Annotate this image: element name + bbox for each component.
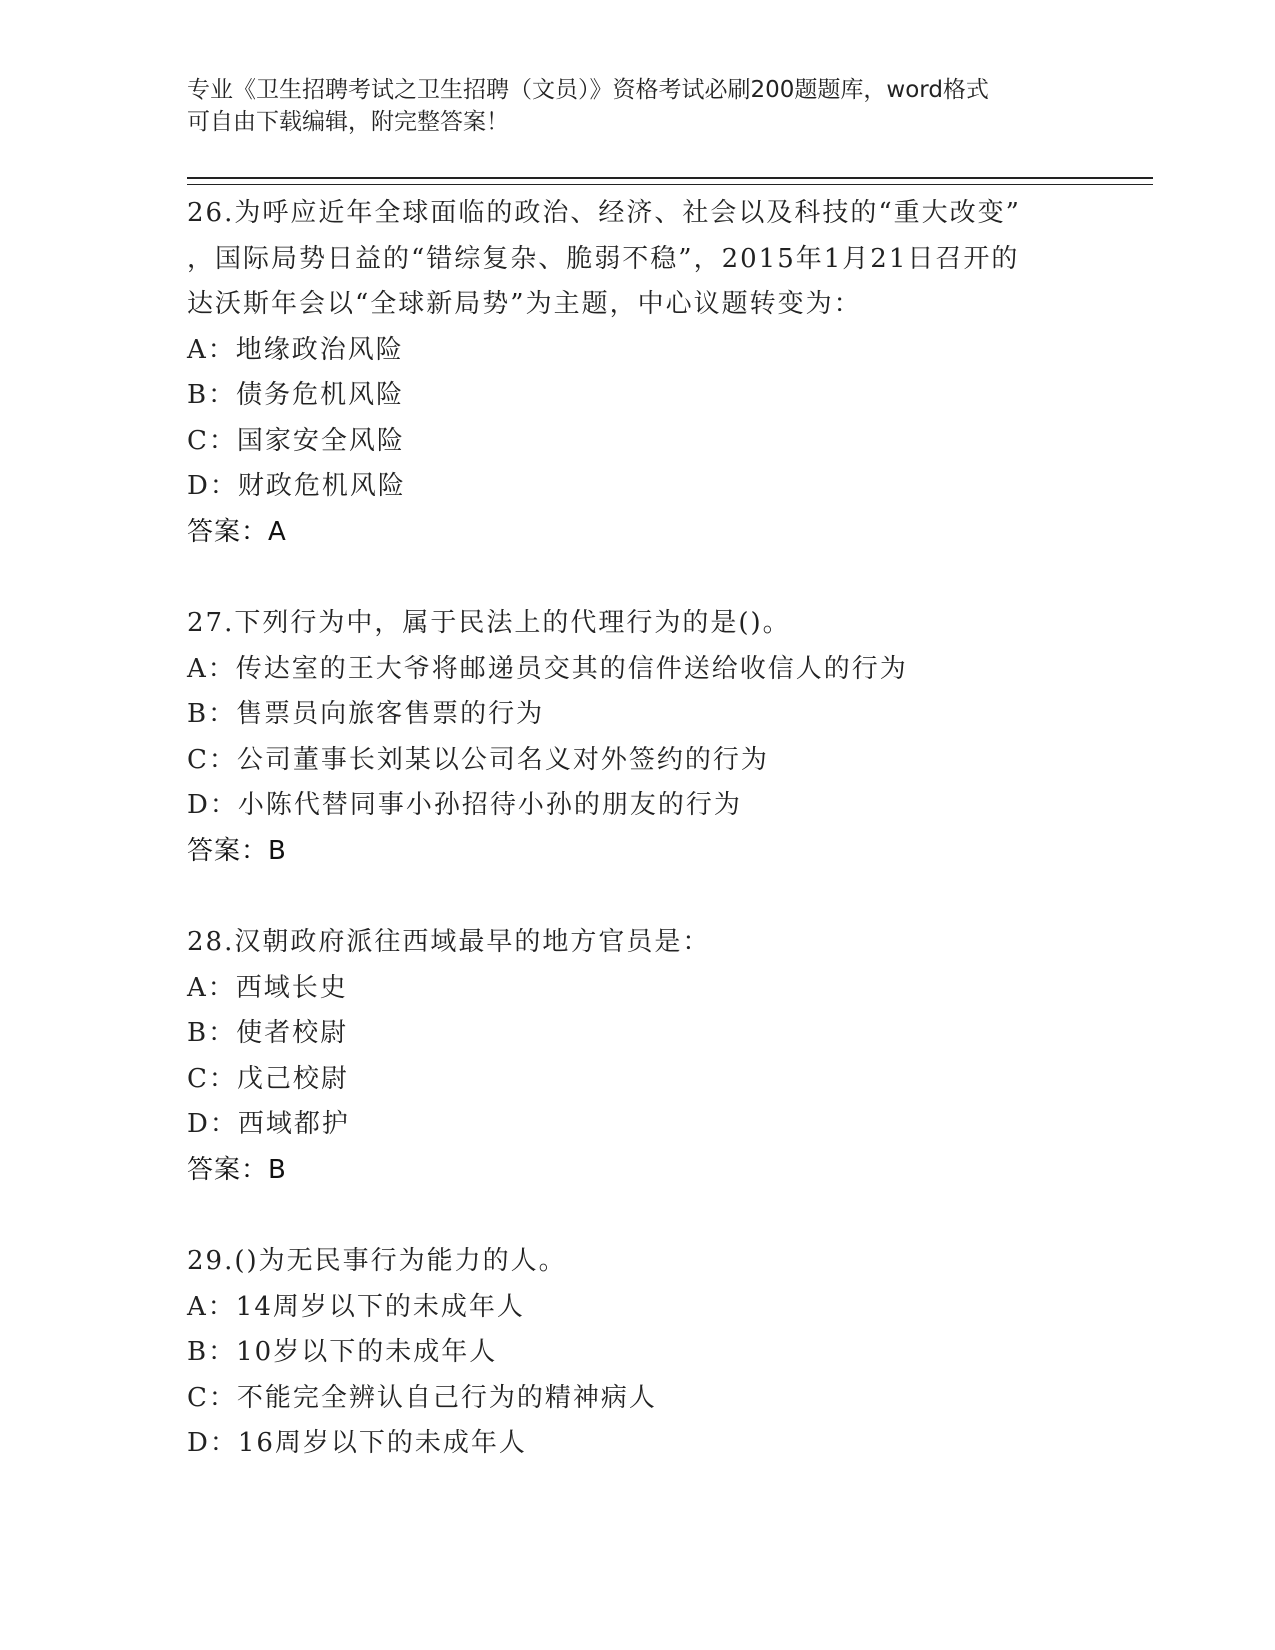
option-c: C：不能完全辨认自己行为的精神病人 [187,1382,657,1413]
option-c: C：戊己校尉 [187,1063,349,1094]
option-a: A：14周岁以下的未成年人 [187,1291,525,1322]
question-list [187,191,1107,1513]
option-b: B：使者校尉 [187,1018,349,1048]
option-d: D：财政危机风险 [187,471,406,501]
option-c: C：国家安全风险 [187,425,405,456]
option-d: D：西域都护 [187,1109,350,1139]
header-line-2: 可自由下载编辑，附完整答案！ [187,109,509,135]
question-29 [187,1239,1107,1467]
answer: 答案：B [187,1154,287,1185]
question-stem-line: 28.汉朝政府派往西域最早的地方官员是： [187,927,711,957]
header-divider-thick [187,177,1153,179]
question-27 [187,601,1107,874]
question-stem-line: ，国际局势日益的“错综复杂、脆弱不稳”，2015年1月21日召开的 [187,243,1020,274]
document-header [187,74,1067,138]
question-26 [187,191,1107,555]
option-b: B：10岁以下的未成年人 [187,1337,498,1367]
answer: 答案：A [187,516,287,547]
option-a: A：西域长史 [187,972,348,1003]
option-d: D：16周岁以下的未成年人 [187,1428,527,1458]
option-a: A：地缘政治风险 [187,334,404,365]
question-stem-line: 27.下列行为中，属于民法上的代理行为的是()。 [187,608,791,638]
header-divider-thin [187,184,1153,185]
answer: 答案：B [187,835,287,866]
option-b: B：债务危机风险 [187,380,405,410]
question-28 [187,920,1107,1193]
option-c: C：公司董事长刘某以公司名义对外签约的行为 [187,744,769,775]
option-b: B：售票员向旅客售票的行为 [187,699,545,729]
header-line-1: 专业《卫生招聘考试之卫生招聘（文员）》资格考试必刷200题题库，word格式 [187,77,989,103]
option-d: D：小陈代替同事小孙招待小孙的朋友的行为 [187,790,742,820]
question-stem-line: 26.为呼应近年全球面临的政治、经济、社会以及科技的“重大改变” [187,198,1021,228]
question-stem-line: 29.()为无民事行为能力的人。 [187,1246,567,1276]
question-stem-line: 达沃斯年会以“全球新局势”为主题，中心议题转变为： [187,289,862,319]
option-a: A：传达室的王大爷将邮递员交其的信件送给收信人的行为 [187,653,908,684]
